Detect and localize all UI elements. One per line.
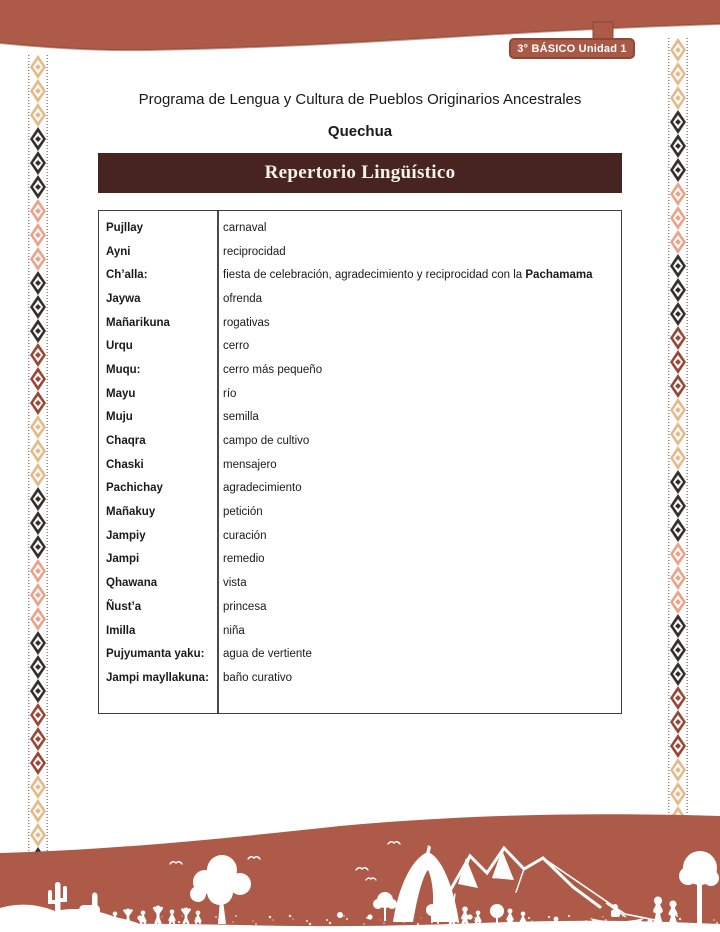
- definition-cell: río: [223, 387, 237, 400]
- definition-cell: princesa: [223, 600, 267, 613]
- definition-cell: niña: [223, 624, 245, 637]
- term-cell: Pachichay: [106, 482, 163, 495]
- definition-cell: baño curativo: [223, 671, 293, 684]
- table-row: [99, 358, 621, 382]
- definition-cell: ofrenda: [223, 292, 263, 305]
- right-textile-border: [668, 38, 688, 815]
- table-row: [99, 477, 621, 501]
- term-cell: Mañarikuna: [106, 316, 170, 329]
- definition-cell: petición: [223, 506, 263, 519]
- table-row: [99, 500, 621, 524]
- definition-cell: mensajero: [223, 458, 277, 471]
- table-row: [99, 287, 621, 311]
- unit-badge: [509, 38, 635, 59]
- table-row: [99, 453, 621, 477]
- term-cell: Chaqra: [106, 435, 146, 448]
- term-cell: Pujyumanta yaku:: [106, 648, 205, 661]
- table-row: [99, 216, 621, 240]
- term-cell: Qhawana: [106, 577, 158, 590]
- term-cell: Mayu: [106, 387, 136, 400]
- definition-cell: agua de vertiente: [223, 648, 312, 661]
- term-cell: Ñust’a: [106, 600, 142, 613]
- term-cell: Urqu: [106, 340, 133, 353]
- definition-cell: campo de cultivo: [223, 435, 310, 448]
- definition-cell: cerro: [223, 340, 250, 353]
- language-title: Quechua: [327, 123, 393, 140]
- definition-cell: semilla: [223, 411, 259, 424]
- term-cell: Pujllay: [106, 221, 144, 234]
- landscape-illustration: [0, 812, 720, 932]
- table-row: [99, 382, 621, 406]
- term-cell: Jampi mayllakuna:: [106, 671, 209, 684]
- term-cell: Muju: [106, 411, 133, 424]
- definition-cell: cerro más pequeño: [223, 363, 323, 376]
- table-row: [99, 571, 621, 595]
- table-row: [99, 619, 621, 643]
- section-banner: [98, 153, 622, 193]
- table-row: [99, 548, 621, 572]
- left-textile-border: [28, 55, 48, 855]
- table-row: [99, 263, 621, 287]
- definition-cell: rogativas: [223, 316, 270, 329]
- definition-cell: curación: [223, 529, 267, 542]
- definition-cell: remedio: [223, 553, 265, 566]
- table-row: [99, 666, 621, 690]
- table-row: [99, 595, 621, 619]
- term-cell: Jampiy: [106, 529, 146, 542]
- term-cell: Jaywa: [106, 292, 141, 305]
- term-cell: Ch’alla:: [106, 269, 148, 282]
- glossary-table: [98, 210, 622, 714]
- definition-cell: agradecimiento: [223, 482, 302, 495]
- term-cell: Jampi: [106, 553, 140, 566]
- definition-cell: fiesta de celebración, agradecimiento y reciprocidad con la Pachamama: [223, 269, 593, 282]
- table-row: [99, 334, 621, 358]
- unit-badge-label: 3° BÁSICO Unidad 1: [517, 42, 627, 55]
- section-banner-title: Repertorio Lingüístico: [264, 162, 456, 183]
- definition-cell: reciprocidad: [223, 245, 286, 258]
- table-row: [99, 524, 621, 548]
- term-cell: Imilla: [106, 624, 136, 637]
- definition-cell: vista: [223, 577, 247, 590]
- table-row: [99, 240, 621, 264]
- term-cell: Muqu:: [106, 363, 141, 376]
- glossary-body: [99, 211, 621, 690]
- table-row: [99, 642, 621, 666]
- table-row: [99, 406, 621, 430]
- table-row: [99, 311, 621, 335]
- badge-connector: [593, 22, 613, 39]
- term-cell: Mañakuy: [106, 506, 156, 519]
- table-row: [99, 429, 621, 453]
- program-title: Programa de Lengua y Cultura de Pueblos Originarios Ancestrales: [138, 91, 582, 108]
- definition-cell: carnaval: [223, 221, 267, 234]
- term-cell: Ayni: [106, 245, 131, 258]
- term-cell: Chaski: [106, 458, 144, 471]
